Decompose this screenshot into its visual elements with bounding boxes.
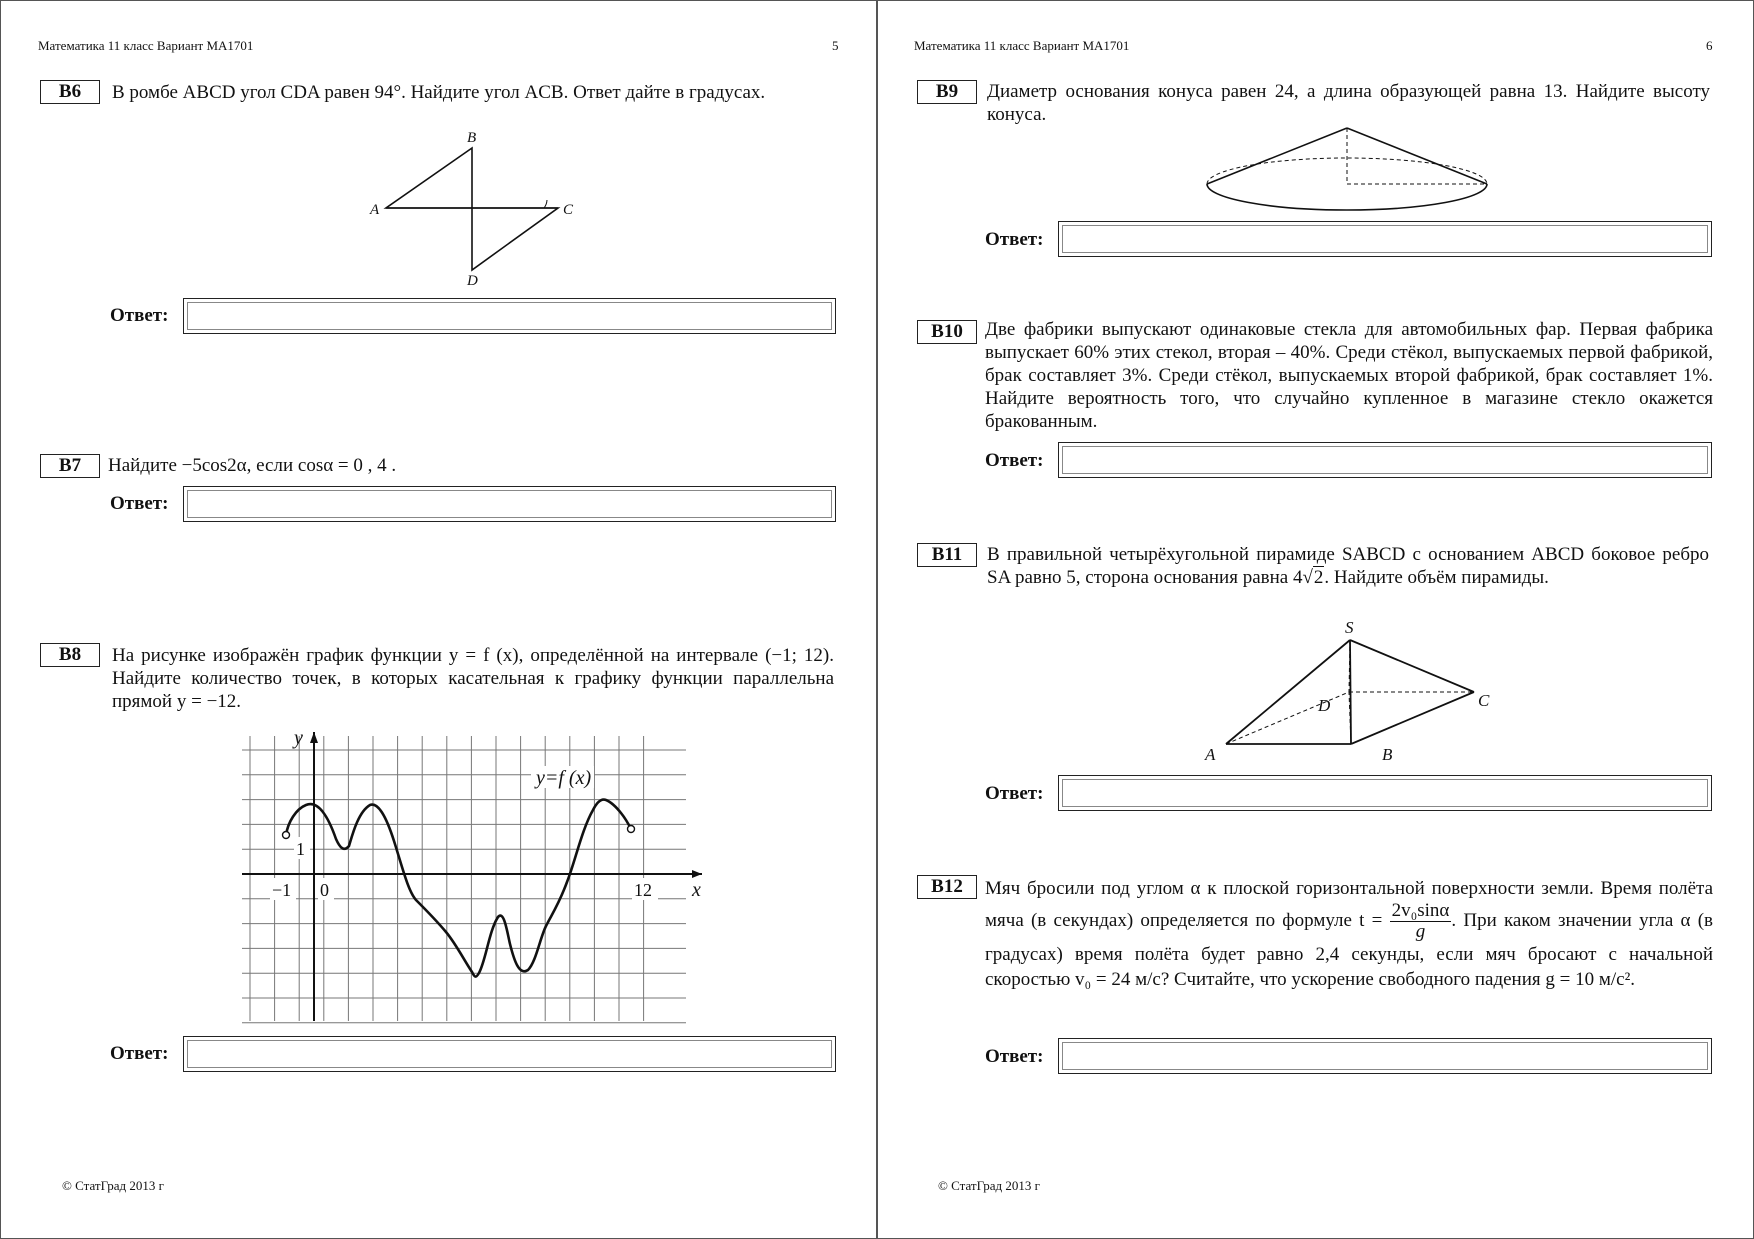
task-label-b11: B11 [917,543,977,567]
page-divider [876,0,878,1239]
task-text-b9: Диаметр основания конуса равен 24, а длина образующей равна 13. Найдите высоту конуса. [987,81,1710,125]
curve-label: y=f (x) [536,767,592,789]
b11-text-a: В правильной четырёхугольной пирамиде SABCD с основанием ABCD боковое ребро SA равно 5, сторона основания равна 4 [987,544,1709,588]
answer-label-b9: Ответ: [985,229,1044,250]
task-label-b7: B7 [40,454,100,478]
answer-field-b8[interactable] [183,1036,836,1072]
right-footer: © СтатГрад 2013 г [938,1178,1040,1193]
answer-label-b10: Ответ: [985,450,1044,471]
left-header: Математика 11 класс Вариант МА1701 [38,38,254,53]
right-page-number: 6 [1706,38,1713,53]
b12-formula-lhs: t = [1359,909,1383,931]
vertex-b-label: B [467,130,477,146]
task-label-b8: B8 [40,643,100,667]
task-label-b12: B12 [917,875,977,899]
left-page-number: 5 [832,38,839,53]
answer-label-b8: Ответ: [110,1043,169,1064]
task-text-b12 [985,876,1713,992]
edge-sb [1350,640,1351,744]
answer-field-b6[interactable] [183,298,836,334]
b12-text-b: . При каком значении угла α (в градусах) время полёта будет равно 2,4 секунды, если мяч бросают с начальной скоростью v₀ = 24 м/с? Считайте, что ускорение свободного падения g = 10 м/с². [985,909,1714,990]
tick-label-1: 1 [296,839,305,859]
vertex-s-label: S [1345,618,1354,637]
edge-sa [1226,640,1350,744]
function-graph [236,724,712,1029]
task-text-b11: В правильной четырёхугольной пирамиде SABCD с основанием ABCD боковое ребро SA равно 5, сторона основания равна 4√2. Найдите объём пирамиды. [987,544,1709,588]
tick-label-minus1: −1 [272,880,292,900]
vertex-c-label-pyramid: C [1478,691,1490,710]
vertex-c-label: C [563,202,574,218]
answer-label-b6: Ответ: [110,305,169,326]
cone-figure [1204,124,1494,216]
y-axis-arrow [310,732,318,743]
edge-ad [1226,692,1349,744]
b12-formula-den: g [1415,921,1426,942]
task-text-b8: На рисунке изображён график функции y = f (x), определённой на интервале (−1; 12). Найдите количество точек, в которых касательная к графику функции параллельна прямой y = −12. [112,645,834,712]
y-axis-label: y [294,727,303,749]
open-endpoint-left [283,832,290,839]
answer-field-b12[interactable] [1058,1038,1712,1074]
task-text-b6: В ромбе ABCD угол CDA равен 94°. Найдите угол ACB. Ответ дайте в градусах. [112,82,766,103]
task-text-b7: Найдите −5cos2α, если cosα = 0 , 4 . [108,455,397,476]
pyramid-figure [1200,616,1500,764]
rhombus-figure [360,124,590,290]
b12-text-a: Мяч бросили под углом α к плоской горизонтальной поверхности земли. Время полёта мяча (в секундах) определяется по формуле [985,878,1713,931]
tick-label-0: 0 [320,880,329,900]
vertex-d-label: D [467,273,478,289]
b11-sqrt-arg: 2 [1313,567,1324,588]
task-text-b10: Две фабрики выпускают одинаковые стекла для автомобильных фар. Первая фабрика выпускает 60% этих стекол, вторая – 40%. Среди стёкол, выпускаемых первой фабрикой, брак составляет 3%. Среди стёкол, выпускаемых второй фабрикой, брак составляет 1%. Найдите вероятность того, что случайно купленное в магазине стекло окажется бракованным. [985,319,1713,432]
answer-field-b7[interactable] [183,486,836,522]
task-label-b6: B6 [40,80,100,104]
vertex-b-label-pyramid: B [1382,745,1393,764]
answer-label-b11: Ответ: [985,783,1044,804]
cone-generatrix-left [1207,128,1347,184]
right-header: Математика 11 класс Вариант МА1701 [914,38,1130,53]
b11-text-b: . Найдите объём пирамиды. [1324,567,1549,588]
vertex-a-label-pyramid: A [1205,745,1216,764]
x-axis-label: x [692,879,701,901]
answer-label-b7: Ответ: [110,493,169,514]
function-curve [286,799,631,976]
cone-generatrix-right [1347,128,1487,184]
task-label-b9: B9 [917,80,977,104]
angle-arc [544,200,547,208]
vertex-d-label-pyramid: D [1318,696,1331,715]
task-label-b10: B10 [917,320,977,344]
b12-formula-num: 2v₀sinα [1391,900,1450,921]
answer-field-b11[interactable] [1058,775,1712,811]
edge-sc [1350,640,1474,692]
answer-field-b9[interactable] [1058,221,1712,257]
tick-label-12: 12 [634,880,652,900]
rhombus-outline [386,148,558,270]
edge-bc [1351,692,1474,744]
answer-label-b12: Ответ: [985,1046,1044,1067]
answer-field-b10[interactable] [1058,442,1712,478]
open-endpoint-right [628,826,635,833]
vertex-a-label: A [370,202,380,218]
graph-grid [242,736,686,1023]
left-footer: © СтатГрад 2013 г [62,1178,164,1193]
x-axis-arrow [692,870,702,878]
